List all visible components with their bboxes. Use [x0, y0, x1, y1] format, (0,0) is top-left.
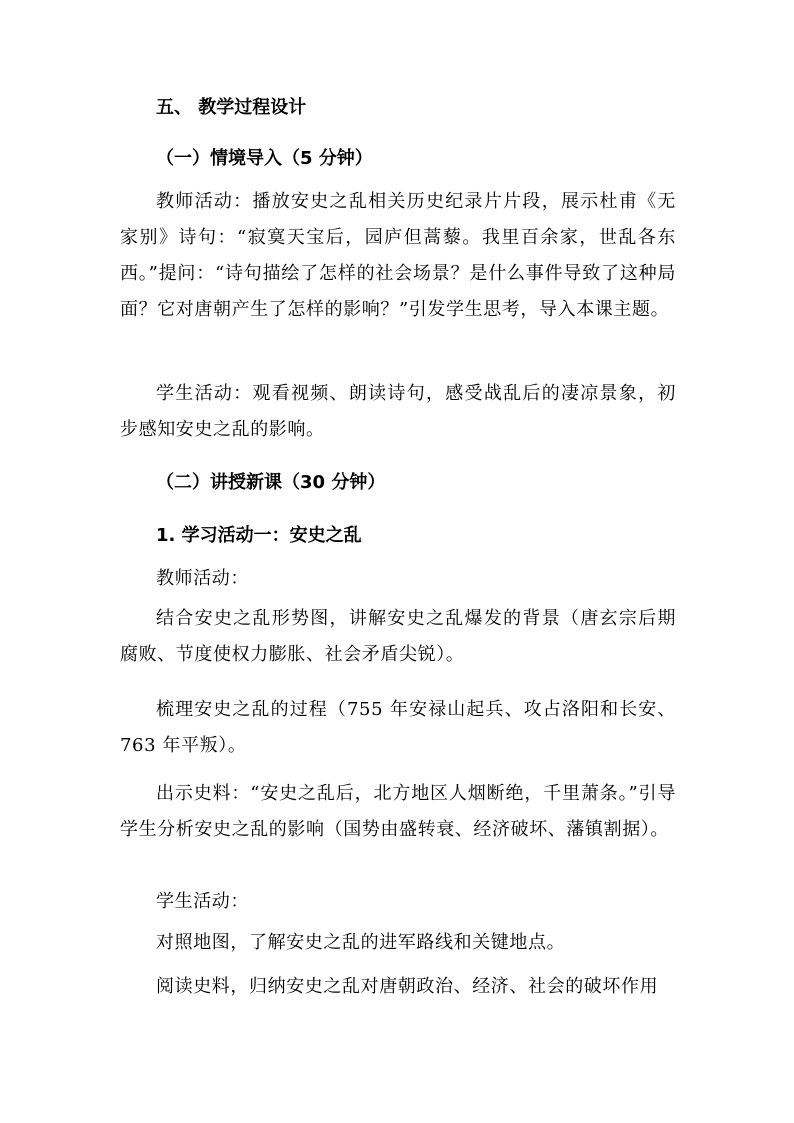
student-activity-label: 学生活动：: [156, 891, 249, 912]
activity-title: 1. 学习活动一：安史之乱: [156, 525, 362, 546]
teacher-activity-label: 教师活动：: [156, 568, 249, 589]
background-paragraph: 结合安史之乱形势图，讲解安史之乱爆发的背景（唐玄宗后期腐败、节度使权力膨胀、社会矛盾尖锐）。: [120, 608, 676, 665]
historical-source-paragraph: 出示史料：“安史之乱后，北方地区人烟断绝，千里萧条。”引导学生分析安史之乱的影响（国势由盛转衰、经济破坏、藩镇割据）。: [120, 783, 676, 840]
subsection-title-introduction: （一）情境导入（5 分钟）: [156, 148, 373, 169]
subsection-title-new-lesson: （二）讲授新课（30 分钟）: [156, 472, 386, 493]
teacher-introduction-paragraph: 教师活动：播放安史之乱相关历史纪录片片段，展示杜甫《无家别》诗句：“寂寞天宝后，园庐但蒿藜。我里百余家，世乱各东西。”提问：“诗句描绘了怎样的社会场景？是什么事件导致了这种局面？它对唐朝产生了怎样的影响？”引发学生思考，导入本课主题。: [120, 191, 676, 320]
student-introduction-paragraph: 学生活动：观看视频、朗读诗句，感受战乱后的凄凉景象，初步感知安史之乱的影响。: [120, 383, 676, 440]
map-study-paragraph: 对照地图，了解安史之乱的进军路线和关键地点。: [156, 932, 566, 953]
process-paragraph: 梳理安史之乱的过程（755 年安禄山起兵、攻占洛阳和长安、763 年平叛）。: [120, 699, 676, 756]
source-reading-paragraph: 阅读史料，归纳安史之乱对唐朝政治、经济、社会的破坏作用: [156, 976, 659, 997]
section-title: 五、 教学过程设计: [156, 97, 307, 118]
